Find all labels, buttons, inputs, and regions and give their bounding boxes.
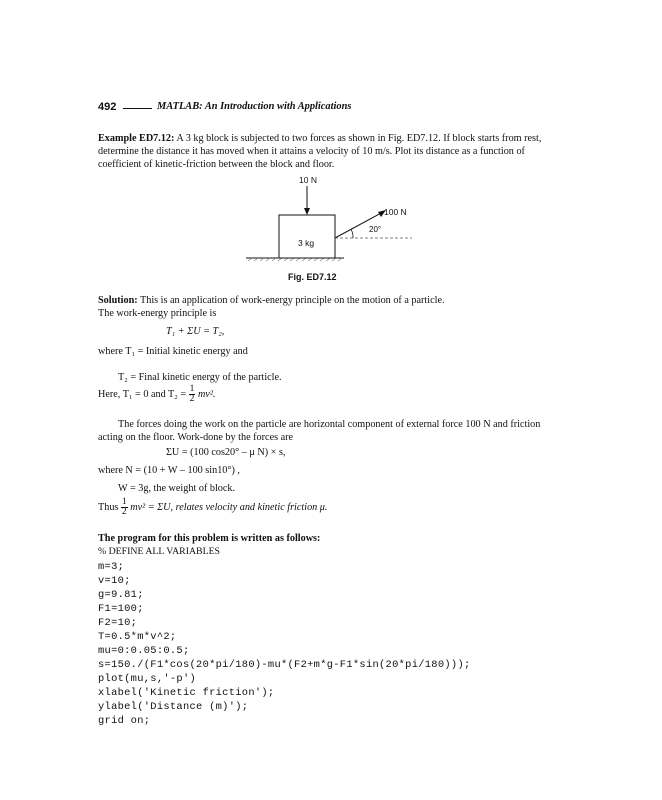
equation-work-energy: T₁ + ΣU = T₂, xyxy=(166,326,225,337)
force-top-label: 10 N xyxy=(299,175,317,185)
example-line-1 xyxy=(98,133,541,144)
half-fraction xyxy=(189,385,196,404)
code-line: mu=0:0.05:0.5; xyxy=(98,645,190,657)
where-t2: T₂ = Final kinetic energy of the particle. xyxy=(118,372,282,383)
here-suffix: mv². xyxy=(197,388,216,400)
program-heading: The program for this problem is written as follows: xyxy=(98,533,321,544)
here-line xyxy=(98,385,215,404)
thus-suffix: mv² = ΣU, relates velocity and kinetic friction μ. xyxy=(130,501,328,513)
code-line: T=0.5*m*v^2; xyxy=(98,631,177,643)
where-t1: where T₁ = Initial kinetic energy and xyxy=(98,346,248,357)
example-line-3: coefficient of kinetic-friction between the block and floor. xyxy=(98,159,335,170)
header-rule xyxy=(123,108,152,109)
here-prefix: Here, T₁ = 0 and T₂ = xyxy=(98,388,187,400)
thus-fraction-numerator: 1 xyxy=(121,497,127,507)
code-line: m=3; xyxy=(98,561,125,573)
example-line-2: determine the distance it has moved when it attains a velocity of 10 m/s. Plot its distance as a function of xyxy=(98,146,525,157)
force-diagram xyxy=(240,172,430,268)
solution-label: Solution: xyxy=(98,295,138,306)
angle-label: 20° xyxy=(369,225,382,234)
where-w: W = 3g, the weight of block. xyxy=(118,483,236,494)
paragraph-line-1: The forces doing the work on the particle are horizontal component of external force 100 N and friction xyxy=(118,419,541,430)
example-text-1: A 3 kg block is subjected to two forces as shown in Fig. ED7.12. If block starts from rest, xyxy=(176,133,542,144)
thus-line xyxy=(98,498,327,517)
solution-line-2: The work-energy principle is xyxy=(98,308,217,319)
program-comment: % DEFINE ALL VARIABLES xyxy=(98,546,221,557)
fraction-numerator: 1 xyxy=(189,384,195,394)
block xyxy=(279,215,335,258)
downward-force-arrowhead xyxy=(304,208,310,215)
where-n: where N = (10 + W – 100 sin10°) , xyxy=(98,465,240,476)
book-title: MATLAB: An Introduction with Applications xyxy=(157,101,352,112)
fraction-denominator: 2 xyxy=(189,394,195,404)
code-line: g=9.81; xyxy=(98,589,144,601)
example-label: Example ED7.12: xyxy=(98,133,175,144)
equation-work-done: ΣU = (100 cos20° – μ N) × s, xyxy=(166,447,286,458)
code-line: plot(mu,s,'-p') xyxy=(98,673,197,685)
force-angled-label: 100 N xyxy=(384,207,407,217)
code-line: xlabel('Kinetic friction'); xyxy=(98,687,275,699)
page-number: 492 xyxy=(98,101,117,113)
code-line: F1=100; xyxy=(98,603,144,615)
code-line: F2=10; xyxy=(98,617,138,629)
paragraph-line-2: acting on the floor. Work-done by the forces are xyxy=(98,432,294,443)
block-mass-label: 3 kg xyxy=(298,238,315,248)
solution-line-1 xyxy=(98,295,445,306)
thus-fraction xyxy=(121,498,128,517)
code-line: s=150./(F1*cos(20*pi/180)-mu*(F2+m*g-F1*sin(20*pi/180))); xyxy=(98,659,471,671)
thus-prefix: Thus xyxy=(98,501,119,513)
code-line: ylabel('Distance (m)'); xyxy=(98,701,249,713)
figure-diagram xyxy=(240,172,430,268)
thus-fraction-denominator: 2 xyxy=(121,507,127,517)
code-line: v=10; xyxy=(98,575,131,587)
figure-caption: Fig. ED7.12 xyxy=(288,272,337,282)
solution-text-1: This is an application of work-energy principle on the motion of a particle. xyxy=(140,295,445,306)
angle-arc xyxy=(351,229,353,238)
code-line: grid on; xyxy=(98,715,151,727)
